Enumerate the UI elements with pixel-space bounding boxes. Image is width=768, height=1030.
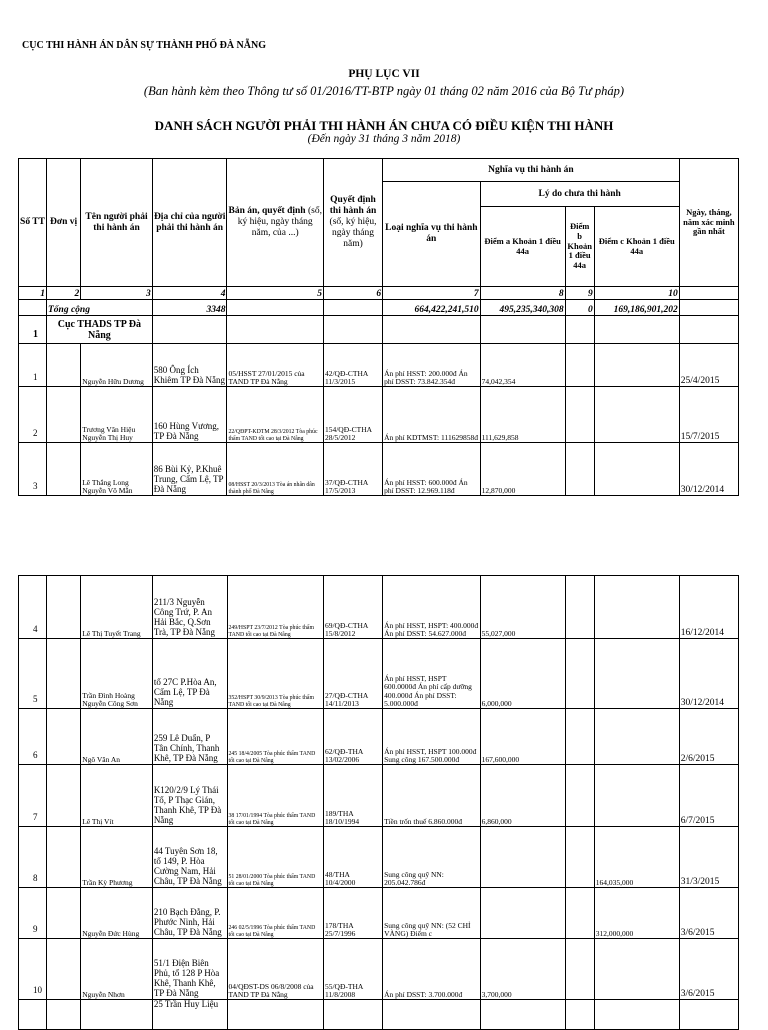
table-row: [19, 765, 739, 827]
table-row: [19, 827, 739, 888]
row-point-a: 74,042,354: [480, 344, 565, 387]
row-decision: 27/QĐ-CTHA 14/11/2013: [323, 639, 382, 709]
row-unit: [47, 709, 81, 765]
row-stt: 6: [19, 709, 47, 765]
row-address: tổ 27C P.Hòa An, Cẩm Lệ, TP Đà Nẵng: [152, 639, 227, 709]
row-cell: [323, 1000, 382, 1030]
table-row: [19, 1000, 739, 1030]
row-decision: 48/THA 10/4/2000: [323, 827, 382, 888]
row-unit: [47, 939, 81, 1000]
row-obligation: Tiền trốn thuế 6.860.000đ: [383, 765, 481, 827]
col-number: 8: [480, 287, 565, 300]
row-name: Trần Kỳ Phương: [81, 827, 153, 888]
row-point-b: [565, 765, 594, 827]
total-point-a: 495,235,340,308: [480, 300, 565, 316]
row-cell: [565, 1000, 594, 1030]
col-header-reason: Lý do chưa thi hành: [480, 182, 679, 207]
col-header-obligation: Nghĩa vụ thi hành án: [383, 159, 680, 182]
row-date: 15/7/2015: [679, 387, 738, 443]
row-point-c: [594, 765, 679, 827]
col-number: 4: [152, 287, 227, 300]
row-date: 16/12/2014: [679, 576, 738, 639]
table-row: [19, 888, 739, 939]
execution-table-page-2: [18, 575, 739, 1030]
row-point-c: [594, 639, 679, 709]
row-unit: [47, 639, 81, 709]
row-point-c: 164,035,000: [594, 827, 679, 888]
col-header-date: Ngày, tháng, năm xác minh gần nhất: [679, 159, 738, 287]
row-point-c: [594, 387, 679, 443]
row-point-a: [480, 827, 565, 888]
table-row: [19, 939, 739, 1000]
row-date: 31/3/2015: [679, 827, 738, 888]
row-point-c: [594, 709, 679, 765]
row-cell: [81, 1000, 153, 1030]
col-number: 2: [47, 287, 81, 300]
table-row: [19, 344, 739, 387]
row-address: K120/2/9 Lý Thái Tổ, P Thạc Gián, Thanh Khê, TP Đà Nẵng: [152, 765, 227, 827]
row-address: 259 Lê Duẩn, P Tân Chính, Thanh Khê, TP Đà Nẵng: [152, 709, 227, 765]
group-stt: 1: [19, 316, 47, 344]
row-stt: 3: [19, 443, 47, 496]
table-row: [19, 387, 739, 443]
row-point-a: 3,700,000: [480, 939, 565, 1000]
col-number: 6: [323, 287, 382, 300]
row-judgment: 249/HSPT 23/7/2012 Tòa phúc thẩm TAND tối cao tại Đà Nẵng: [227, 576, 323, 639]
row-decision: 154/QĐ-CTHA 28/5/2012: [323, 387, 382, 443]
total-label: Tổng cộng: [47, 300, 153, 316]
col-number: 1: [19, 287, 47, 300]
row-judgment: 38 17/01/1994 Tòa phúc thẩm TAND tối cao tại Đà Nẵng: [227, 765, 323, 827]
row-unit: [47, 888, 81, 939]
row-date: 30/12/2014: [679, 639, 738, 709]
row-obligation: Sung công quỹ NN: 205.042.786đ: [383, 827, 481, 888]
row-cell: [594, 1000, 679, 1030]
row-date: 3/6/2015: [679, 888, 738, 939]
row-address: 210 Bạch Đằng, P. Phước Ninh, Hải Châu, TP Đà Nẵng: [152, 888, 227, 939]
row-point-c: 312,000,000: [594, 888, 679, 939]
row-point-c: [594, 443, 679, 496]
row-stt: 10: [19, 939, 47, 1000]
group-row: [19, 316, 739, 344]
col-number: 10: [594, 287, 679, 300]
col-number: 7: [383, 287, 481, 300]
row-stt: 5: [19, 639, 47, 709]
row-address: 44 Tuyên Sơn 18, tổ 149, P. Hòa Cường Nam, Hải Châu, TP Đà Nẵng: [152, 827, 227, 888]
row-address: 51/1 Điện Biên Phủ, tổ 128 P Hòa Khê, Thanh Khê, TP Đà Nẵng: [152, 939, 227, 1000]
table-row: [19, 443, 739, 496]
execution-table-page-1: [18, 158, 739, 496]
row-point-a: [480, 888, 565, 939]
list-title: DANH SÁCH NGƯỜI PHẢI THI HÀNH ÁN CHƯA CÓ ĐIỀU KIỆN THI HÀNH: [154, 118, 614, 133]
appendix-subtitle: (Ban hành kèm theo Thông tư số 01/2016/TT-BTP ngày 01 tháng 02 năm 2016 của Bộ Tư pháp): [143, 84, 625, 98]
row-cell: [227, 1000, 323, 1030]
col-header-name: Tên người phải thi hành án: [81, 159, 153, 287]
row-decision: 42/QĐ-CTHA 11/3/2015: [323, 344, 382, 387]
row-date: 6/7/2015: [679, 765, 738, 827]
row-decision: 37/QĐ-CTHA 17/5/2013: [323, 443, 382, 496]
col-header-point-c: Điểm c Khoản 1 điều 44a: [594, 207, 679, 287]
row-judgment: 08/HSST 20/3/2013 Tòa án nhân dân thành phố Đà Nẵng: [227, 443, 323, 496]
row-cell: [47, 1000, 81, 1030]
row-judgment: 245 18/4/2005 Tòa phúc thẩm TAND tối cao tại Đà Nẵng: [227, 709, 323, 765]
col-header-stt: Số TT: [19, 159, 47, 287]
row-judgment: 246 02/5/1996 Tòa phúc thẩm TAND tối cao tại Đà Nẵng: [227, 888, 323, 939]
row-point-b: [565, 443, 594, 496]
row-decision: 55/QĐ-THA 11/8/2008: [323, 939, 382, 1000]
row-obligation: Án phí KDTMST: 111629858đ: [383, 387, 481, 443]
row-point-a: 6,860,000: [480, 765, 565, 827]
row-point-b: [565, 639, 594, 709]
col-header-judgment: Bản án, quyết định (số, ký hiệu, ngày tháng năm, của ...): [227, 159, 323, 287]
row-cell: [480, 1000, 565, 1030]
row-unit: [47, 344, 81, 387]
col-header-decision: Quyết định thi hành án (số, ký hiệu, ngày tháng năm): [323, 159, 382, 287]
col-header-obligation-type: Loại nghĩa vụ thi hành án: [383, 182, 481, 287]
table-row: [19, 639, 739, 709]
row-decision: 189/THA 18/10/1994: [323, 765, 382, 827]
row-stt: 7: [19, 765, 47, 827]
row-judgment: 51 28/01/2000 Tòa phúc thẩm TAND tối cao tại Đà Nẵng: [227, 827, 323, 888]
row-point-a: 55,027,000: [480, 576, 565, 639]
row-cell: [19, 1000, 47, 1030]
row-name: Lê Thị Tuyết Trang: [81, 576, 153, 639]
total-point-b: 0: [565, 300, 594, 316]
row-obligation: Án phí HSST, HSPT: 400.000đ Án phí DSST: 54.627.000đ: [383, 576, 481, 639]
row-name: Ngô Văn An: [81, 709, 153, 765]
row-obligation: Án phí HSST: 200.000đ Án phí DSST: 73.842.354đ: [383, 344, 481, 387]
row-name: Nguyễn Đức Hùng: [81, 888, 153, 939]
row-point-b: [565, 709, 594, 765]
col-header-point-a: Điểm a Khoản 1 điều 44a: [480, 207, 565, 287]
column-number-row: [19, 287, 739, 300]
row-point-b: [565, 939, 594, 1000]
row-judgment: 04/QĐST-DS 06/8/2008 của TAND TP Đà Nẵng: [227, 939, 323, 1000]
row-name: Nguyễn Hữu Dương: [81, 344, 153, 387]
row-unit: [47, 443, 81, 496]
row-obligation: Án phí HSST: 600.000đ Án phí DSST: 12.969.118đ: [383, 443, 481, 496]
row-point-a: 167,600,000: [480, 709, 565, 765]
row-stt: 9: [19, 888, 47, 939]
total-count: 3348: [152, 300, 227, 316]
row-point-b: [565, 576, 594, 639]
col-header-point-b: Điểm b Khoản 1 điều 44a: [565, 207, 594, 287]
row-obligation: Án phí DSST: 3.700.000đ: [383, 939, 481, 1000]
row-point-c: [594, 939, 679, 1000]
row-stt: 1: [19, 344, 47, 387]
row-address: 211/3 Nguyễn Công Trứ, P. An Hải Bắc, Q.Sơn Trà, TP Đà Nẵng: [152, 576, 227, 639]
row-decision: 62/QĐ-THA 13/02/2006: [323, 709, 382, 765]
row-obligation: Án phí HSST, HSPT 100.000đ Sung công 167.500.000đ: [383, 709, 481, 765]
row-unit: [47, 387, 81, 443]
row-address: 86 Bùi Kỷ, P.Khuê Trung, Cẩm Lệ, TP Đà Nẵng: [152, 443, 227, 496]
row-address: 160 Hùng Vương, TP Đà Nẵng: [152, 387, 227, 443]
row-point-b: [565, 344, 594, 387]
row-stt: 4: [19, 576, 47, 639]
row-date: 30/12/2014: [679, 443, 738, 496]
row-unit: [47, 765, 81, 827]
row-unit: [47, 576, 81, 639]
row-date: 2/6/2015: [679, 709, 738, 765]
table-row: [19, 709, 739, 765]
group-unit: Cục THADS TP Đà Nẵng: [47, 316, 153, 344]
col-number: 9: [565, 287, 594, 300]
row-judgment: 05/HSST 27/01/2015 của TAND TP Đà Nẵng: [227, 344, 323, 387]
col-header-address: Địa chỉ của người phải thi hành án: [152, 159, 227, 287]
appendix-title: PHỤ LỤC VII: [348, 68, 420, 80]
row-point-a: 12,870,000: [480, 443, 565, 496]
agency-name: CỤC THI HÀNH ÁN DÂN SỰ THÀNH PHỐ ĐÀ NẴNG: [22, 40, 266, 51]
row-point-b: [565, 387, 594, 443]
row-date: 3/6/2015: [679, 939, 738, 1000]
row-decision: 69/QĐ-CTHA 15/8/2012: [323, 576, 382, 639]
row-obligation: Sung công quỹ NN: (52 CHỈ VÀNG) Điểm c: [383, 888, 481, 939]
row-name: Lê Thị Vít: [81, 765, 153, 827]
row-judgment: 22/QĐPT-KDTM 28/3/2012 Tòa phúc thẩm TAND tối cao tại Đà Nẵng: [227, 387, 323, 443]
row-name: Trần Đình Hoàng Nguyễn Công Sơn: [81, 639, 153, 709]
row-point-c: [594, 344, 679, 387]
row-name: Trương Văn Hiệu Nguyễn Thị Huy: [81, 387, 153, 443]
row-point-a: 111,629,858: [480, 387, 565, 443]
row-address: 580 Ông Ích Khiêm TP Đà Nẵng: [152, 344, 227, 387]
row-obligation: Án phí HSST, HSPT 600.0000đ Án phí cấp dưỡng 400.000đ Án phí DSST: 5.000.000đ: [383, 639, 481, 709]
total-amount: 664,422,241,510: [383, 300, 481, 316]
col-number: 3: [81, 287, 153, 300]
row-point-c: [594, 576, 679, 639]
total-point-c: 169,186,901,202: [594, 300, 679, 316]
row-name: Nguyễn Nhơn: [81, 939, 153, 1000]
row-date: 25/4/2015: [679, 344, 738, 387]
row-judgment: 352/HSPT 30/9/2013 Tòa phúc thẩm TAND tối cao tại Đà Nẵng: [227, 639, 323, 709]
row-stt: 2: [19, 387, 47, 443]
row-decision: 178/THA 25/7/1996: [323, 888, 382, 939]
row-stt: 8: [19, 827, 47, 888]
row-point-b: [565, 888, 594, 939]
row-unit: [47, 827, 81, 888]
total-row: [19, 300, 739, 316]
row-point-b: [565, 827, 594, 888]
row-point-a: 6,000,000: [480, 639, 565, 709]
col-number: 5: [227, 287, 323, 300]
table-row: [19, 576, 739, 639]
col-header-unit: Đơn vị: [47, 159, 81, 287]
list-date: (Đến ngày 31 tháng 3 năm 2018): [307, 133, 461, 145]
row-cell: [679, 1000, 738, 1030]
row-name: Lê Thắng Long Nguyễn Võ Mẫn: [81, 443, 153, 496]
row-address: 25 Trần Huy Liệu: [152, 1000, 227, 1030]
row-cell: [383, 1000, 481, 1030]
